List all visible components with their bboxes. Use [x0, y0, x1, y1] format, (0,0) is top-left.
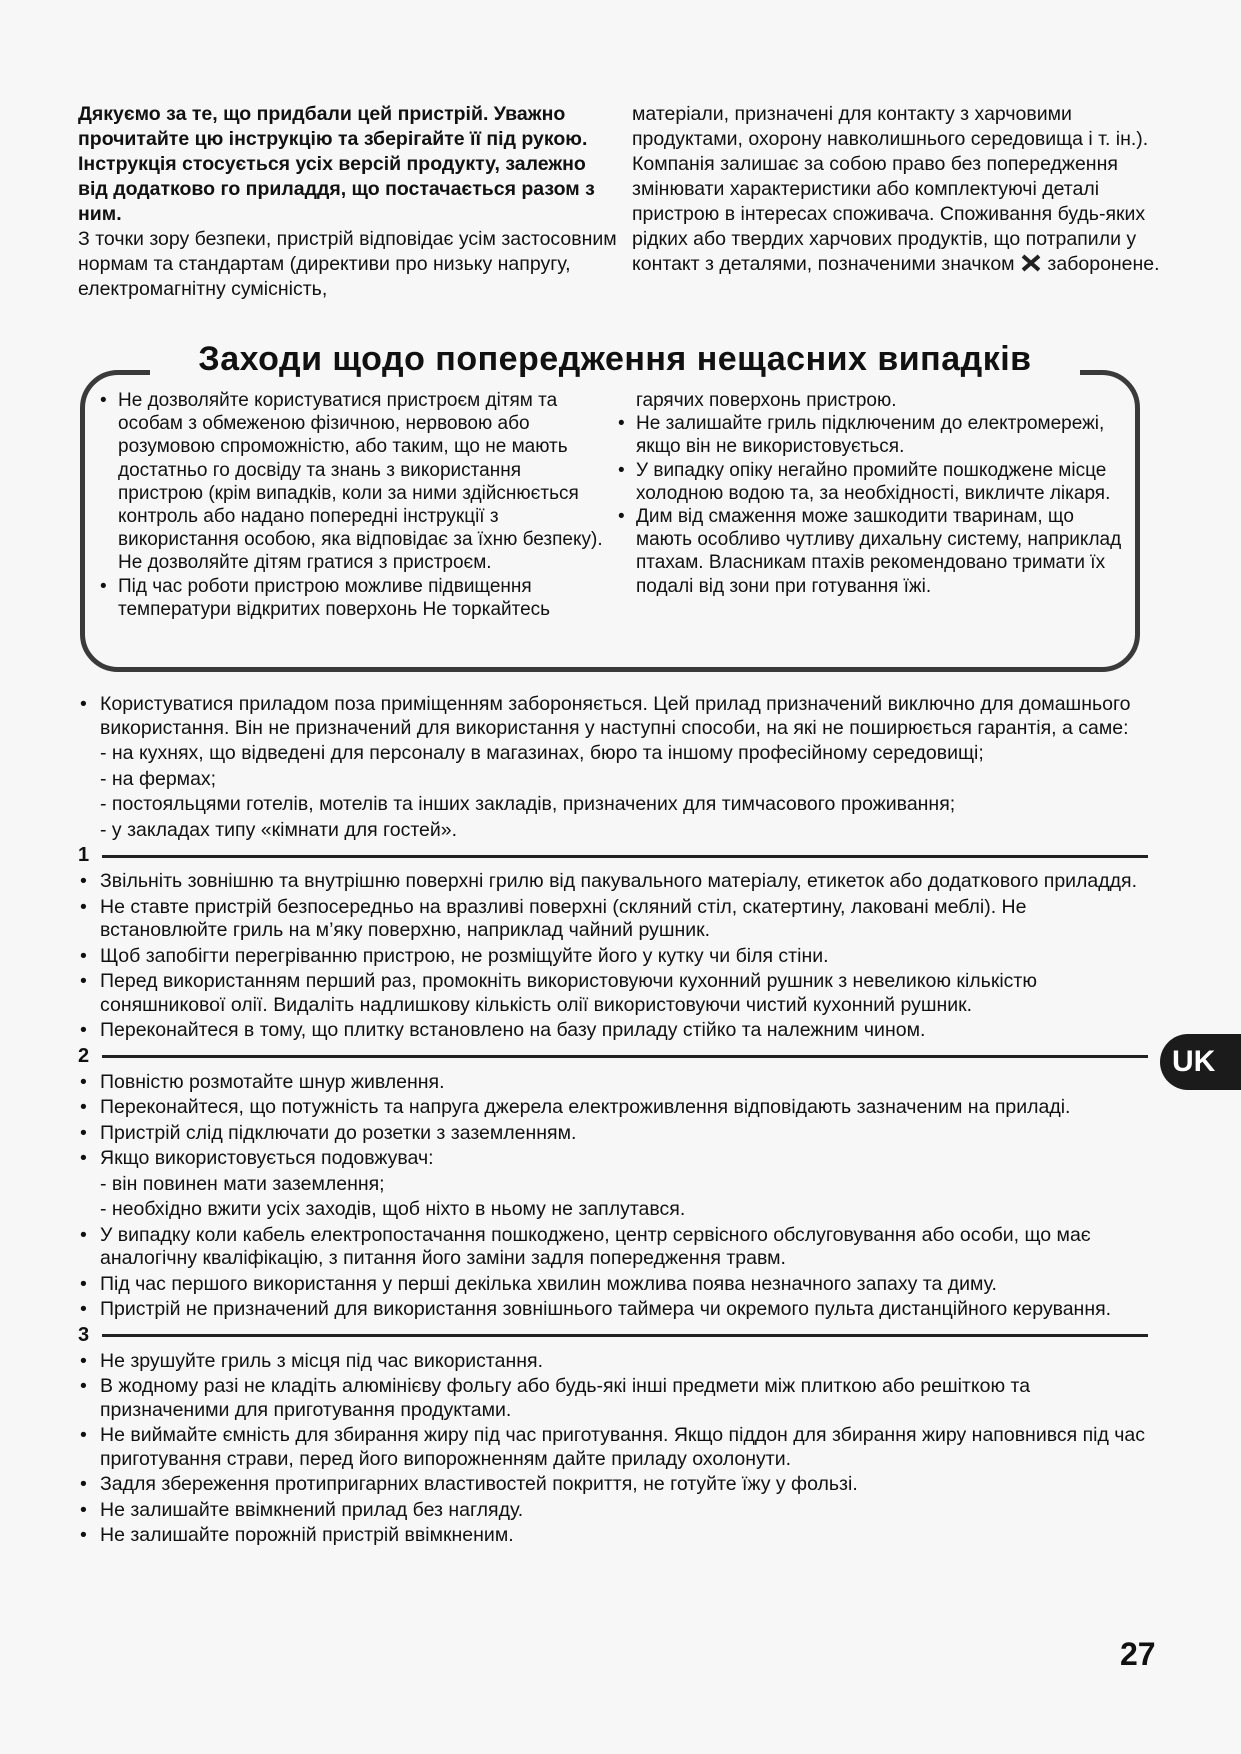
intro-safety-text: З точки зору безпеки, пристрій відповідає усім застосовним нормам та стандартам (директиви про низьку напругу, електромагнітну сумісність,	[78, 228, 617, 300]
list-item: • Перед використанням перший раз, промокніть використовуючи кухонний рушник з невеликою кількістю соняшникової олії. Видаліть надлишкову кількість олії використовуючи чистий кухонний рушник.	[78, 970, 1148, 1017]
intro-right-column	[632, 102, 1172, 302]
intro-right-text: матеріали, призначені для контакту з харчовими продуктами, охорону навколишнього середовища і т. ін.). Компанія залишає за собою право без попередження змінювати характеристики або комплектуючі деталі пристрою в інтересах споживача. Споживання будь-яких рідких або твердих харчових продуктів, що потрапили у контакт з деталями, позначеними значком	[632, 103, 1149, 275]
usage-item: • Користуватися приладом поза приміщенням забороняється. Цей прилад призначений виключно для домашнього використання. Він не призначений для використання у наступні способи, на які не поширюється гарантія, а саме:	[78, 693, 1148, 740]
section-1-header	[78, 845, 1148, 867]
usage-dash-item: - у закладах типу «кімнати для гостей».	[100, 818, 458, 841]
list-item: • Не ставте пристрій безпосередньо на вразливі поверхні (скляний стіл, скатертину, лаковані меблі). Не встановлюйте гриль на м’яку поверхню, наприклад чайний рушник.	[78, 896, 1148, 943]
list-item: • Не залишайте ввімкнений прилад без нагляду.	[78, 1499, 1148, 1523]
safety-title: Заходи щодо попередження нещасних випадків	[150, 340, 1080, 379]
list-item: • У випадку коли кабель електропостачання пошкоджено, центр сервісного обслуговування або особи, що має аналогічну кваліфікацію, з питання його заміни задля попередження травм.	[78, 1224, 1148, 1271]
page-number: 27	[1120, 1636, 1156, 1672]
list-item: • Пристрій не призначений для використання зовнішнього таймера чи окремого пульта дистанційного керування.	[78, 1298, 1148, 1322]
section-divider	[102, 1334, 1148, 1337]
usage-dash-item: - постояльцями готелів, мотелів та інших закладів, призначених для тимчасового проживання;	[100, 793, 956, 815]
intro-right-tail: заборонене.	[1047, 253, 1160, 275]
section-number: 2	[78, 1044, 90, 1067]
usage-dash-item: - на кухнях, що відведені для персоналу в магазинах, бюро та іншому професійному середовищі;	[100, 742, 984, 764]
safety-item: • Під час роботи пристрою можливе підвищення температури відкритих поверхонь Не торкайтесь	[100, 575, 610, 621]
list-item: • Не залишайте порожній пристрій ввімкненим.	[78, 1524, 1148, 1548]
intro-left-column	[78, 102, 618, 302]
safety-left-column	[100, 389, 610, 621]
section-3-header	[78, 1325, 1148, 1347]
list-item: • Якщо використовується подовжувач:	[78, 1147, 1148, 1171]
language-tab: UK	[1160, 1034, 1241, 1090]
safety-item: • У випадку опіку негайно промийте пошкоджене місце холодною водою та, за необхідності, викличте лікаря.	[618, 459, 1128, 505]
dash-item: - він повинен мати заземлення;	[100, 1172, 385, 1195]
safety-right-column	[618, 389, 1128, 621]
safety-item: • Не дозволяйте користуватися пристроєм дітям та особам з обмеженою фізичною, нервовою або розумовою спроможністю, або таким, що не мають достатньо го досвіду та знань з використання пристрою (крім випадків, коли за ними здійснюється контроль або надано попередні інструкції з використання особою, яка відповідає за їхню безпеку). Не дозволяйте дітям гратися з пристроєм.	[100, 389, 610, 575]
section-divider	[102, 855, 1148, 858]
list-item: • Переконайтеся в тому, що плитку встановлено на базу приладу стійко та належним чином.	[78, 1019, 1148, 1043]
list-item: • Звільніть зовнішню та внутрішню поверхні грилю від пакувального матеріалу, етикеток або додаткового приладдя.	[78, 870, 1148, 894]
safety-item-continuation: гарячих поверхонь пристрою.	[636, 390, 897, 411]
list-item: • Щоб запобігти перегріванню пристрою, не розміщуйте його у кутку чи біля стіни.	[78, 945, 1148, 969]
dash-item: - необхідно вжити усіх заходів, щоб ніхто в ньому не заплутався.	[100, 1198, 686, 1220]
list-item: • Переконайтеся, що потужність та напруга джерела електроживлення відповідають зазначеним на приладі.	[78, 1096, 1148, 1120]
list-item: • Не зрушуйте гриль з місця під час використання.	[78, 1350, 1148, 1374]
section-number: 1	[78, 844, 90, 867]
safety-content	[100, 389, 1130, 621]
usage-dash-item: - на фермах;	[100, 767, 217, 790]
list-item: • Повністю розмотайте шнур живлення.	[78, 1071, 1148, 1095]
list-item: • Не виймайте ємність для збирання жиру під час приготування. Якщо піддон для збирання жиру наповнився під час приготування страви, перед його випорожненням дайте приладу охолонути.	[78, 1424, 1148, 1471]
intro-right-paragraph	[632, 102, 1172, 277]
list-item: • Під час першого використання у перші декілька хвилин можлива поява незначного запаху та диму.	[78, 1273, 1148, 1297]
prohibited-icon	[1020, 253, 1042, 273]
safety-item: • Не залишайте гриль підключеним до електромережі, якщо він не використовується.	[618, 412, 1128, 458]
safety-item: • Дим від смаження може зашкодити тваринам, що мають особливо чутливу дихальну систему, наприклад птахам. Власникам птахів рекомендовано тримати їх подалі від зони при готування їжі.	[618, 505, 1128, 598]
section-number: 3	[78, 1323, 90, 1346]
list-item: • В жодному разі не кладіть алюмінієву фольгу або будь-які інші предмети між плиткою або решіткою та призначеними для приготування продуктами.	[78, 1375, 1148, 1422]
intro-bold-text: Дякуємо за те, що придбали цей пристрій. Уважно прочитайте цю інструкцію та зберігайте її під рукою. Інструкція стосується усіх версій продукту, залежно від додатково го приладдя, що постачається разом з ним.	[78, 103, 595, 225]
intro-section	[78, 102, 1178, 302]
main-instructions	[78, 693, 1148, 1550]
section-divider	[102, 1055, 1148, 1058]
list-item: • Задля збереження протипригарних властивостей покриття, не готуйте їжу у фользі.	[78, 1473, 1148, 1497]
section-2-header	[78, 1046, 1148, 1068]
list-item: • Пристрій слід підключати до розетки з заземленням.	[78, 1122, 1148, 1146]
